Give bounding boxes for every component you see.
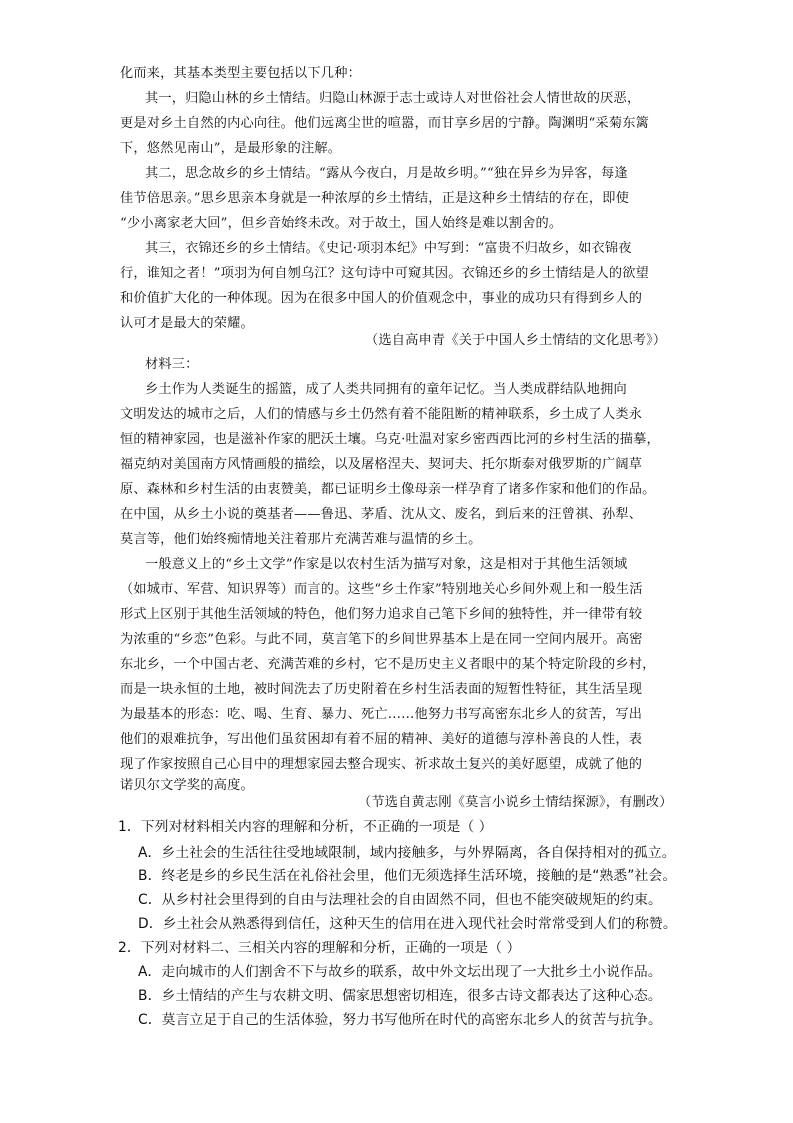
material2-para3-line1: 其三，衣锦还乡的乡土情结。《史记·项羽本纪》中写到：“富贵不归故乡，如衣锦夜 bbox=[145, 241, 632, 256]
material2-para2-line3: “少小离家老大回”，但乡音始终未改。对于故土，国人始终是难以割舍的。 bbox=[120, 216, 563, 231]
material3-para2-line9: 现了作家按照自己心目中的理想家园去整合现实、祈求故土复兴的美好愿望，成就了他的 bbox=[120, 757, 643, 772]
material3-para1-line6: 在中国，从乡土小说的奠基者——鲁迅、茅盾、沈从文、废名，到后来的汪曾祺、孙犁、 bbox=[120, 507, 643, 522]
material2-para3-line4: 认可才是最大的荣耀。 bbox=[120, 316, 254, 331]
material3-para1-line2: 文明发达的城市之后，人们的情感与乡土仍然有着不能阻断的精神联系，乡土成了人类永 bbox=[120, 407, 643, 422]
question-1-option-a: A．乡土社会的生活往往受地域限制，域内接触多，与外界隔离，各自保持相对的孤立。 bbox=[138, 845, 676, 861]
question-2-option-b: B．乡土情结的产生与农耕文明、儒家思想密切相连，很多古诗文都表达了这种心态。 bbox=[138, 988, 662, 1004]
question-1-option-b: B．终老是乡的乡民生活在礼俗社会里，他们无须选择生活环境，接触的是“熟悉”社会。 bbox=[138, 868, 677, 884]
material2-para2-line2: 佳节倍思亲。”思乡思亲本身就是一种浓厚的乡土情结，正是这种乡土情结的存在，即使 bbox=[120, 191, 630, 206]
material2-para3-line2: 行，谁知之者！”项羽为何自刎乌江？这句诗中可窥其因。衣锦还乡的乡土情结是人的欲望 bbox=[120, 266, 650, 281]
material3-para2-line8: 他们的艰难抗争，写出他们虽贫困却有着不屈的精神、美好的道德与淳朴善良的人性，表 bbox=[120, 732, 643, 747]
material3-para2-line6: 而是一块永恒的土地，被时间洗去了历史附着在乡村生活表面的短暂性特征，其生活呈现 bbox=[120, 682, 643, 697]
material3-para2-line7: 为最基本的形态：吃、喝、生育、暴力、死亡……他努力书写高密东北乡人的贫苦，写出 bbox=[120, 707, 643, 722]
material3-source: （节选自黄志刚《莫言小说乡土情结探源》，有删改） bbox=[358, 795, 673, 810]
question-2-stem: 2．下列对材料二、三相关内容的理解和分析，正确的一项是（ ） bbox=[118, 940, 521, 956]
material3-para2-line5: 东北乡，一个中国古老、充满苦难的乡村，它不是历史主义者眼中的某个特定阶段的乡村， bbox=[120, 657, 656, 672]
material2-para3-line3: 和价值扩大化的一种体现。因为在很多中国人的价值观念中，事业的成功只有得到乡人的 bbox=[120, 291, 643, 306]
question-1-option-d: D．乡土社会从熟悉得到信任，这种天生的信用在进入现代社会时常常受到人们的称赞。 bbox=[138, 916, 677, 932]
material3-para1-line1: 乡土作为人类诞生的摇篮，成了人类共同拥有的童年记忆。当人类成群结队地拥向 bbox=[145, 382, 627, 397]
material2-para1-line2: 更是对乡土自然的内心向往。他们远离尘世的喧嚣，而甘享乡居的宁静。陶渊明“采菊东篱 bbox=[120, 116, 650, 131]
material2-source: （选自高申青《关于中国人乡土情结的文化思考》） bbox=[365, 333, 667, 348]
question-1-option-c: C．从乡村社会里得到的自由与法理社会的自由固然不同，但也不能突破规矩的约束。 bbox=[138, 892, 662, 908]
question-1-stem: 1．下列对材料相关内容的理解和分析，不正确的一项是（ ） bbox=[118, 819, 493, 835]
material3-para1-line7: 莫言等，他们始终痴情地关注着那片充满苦难与温情的乡土。 bbox=[120, 532, 482, 547]
material3-para2-line1: 一般意义上的“乡土文学”作家是以农村生活为描写对象，这是相对于其他生活领域 bbox=[145, 557, 628, 572]
material3-para2-line4: 为浓重的“乡恋”色彩。与此不同，莫言笔下的乡间世界基本上是在同一空间内展开。高密 bbox=[120, 632, 643, 647]
material3-para1-line5: 原、森林和乡村生活的由衷赞美，都已证明乡土像母亲一样孕育了诸多作家和他们的作品。 bbox=[120, 482, 656, 497]
material3-para1-line4: 福克纳对美国南方风情画般的描绘，以及屠格涅夫、契诃夫、托尔斯泰对俄罗斯的广阔草 bbox=[120, 457, 643, 472]
material3-heading: 材料三： bbox=[145, 357, 199, 372]
question-2-option-c: C．莫言立足于自己的生活体验，努力书写他所在时代的高密东北乡人的贫苦与抗争。 bbox=[138, 1012, 662, 1028]
material2-para1-line3: 下，悠然见南山”，是最形象的注解。 bbox=[120, 141, 342, 156]
material2-para2-line1: 其二，思念故乡的乡土情结。“露从今夜白，月是故乡明。”“独在异乡为异客，每逢 bbox=[145, 166, 628, 181]
material3-para2-line3: 形式上区别于其他生活领域的特色，他们努力追求自己笔下乡间的独特性，并一律带有较 bbox=[120, 607, 643, 622]
material2-intro: 化而来，其基本类型主要包括以下几种： bbox=[120, 66, 361, 81]
material3-para2-line10: 诺贝尔文学奖的高度。 bbox=[120, 778, 254, 793]
question-2-option-a: A．走向城市的人们割舍不下与故乡的联系，故中外文坛出现了一大批乡土小说作品。 bbox=[138, 964, 662, 980]
material3-para2-line2: （如城市、军营、知识界等）而言的。这些“乡土作家”特别地关心乡间外观上和一般生活 bbox=[120, 582, 643, 597]
material2-para1-line1: 其一，归隐山林的乡土情结。归隐山林源于志士或诗人对世俗社会人情世故的厌恶， bbox=[145, 91, 641, 106]
material3-para1-line3: 恒的精神家园，也是滋补作家的肥沃土壤。乌克·吐温对家乡密西西比河的乡村生活的描摹， bbox=[120, 432, 660, 447]
